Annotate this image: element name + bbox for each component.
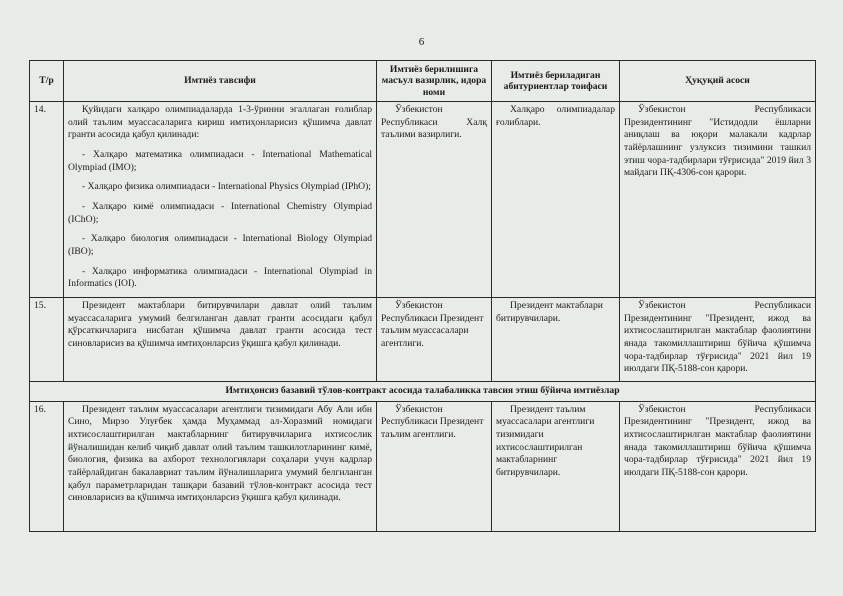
- header-ministry: Имтиёз берилишига масъул вазирлик, идора номи: [377, 61, 492, 102]
- row-category: Президент мактаблари битирувчилари.: [492, 298, 620, 382]
- row-legal: Ўзбекистон Республикаси Президентининг "Президент, ижод ва ихтисослаштирилган мактаблар фаолиятини янада такомиллаштириш бўйича қўшимча чора-тадбирлар тўғрисида" 2021 йил 19 июлдаги ПҚ-5188-сон қарори.: [620, 298, 816, 382]
- list-item: - Халқаро биология олимпиадаси - International Biology Olympiad (IBO);: [68, 233, 372, 257]
- row-ministry: Ўзбекистон Республикаси Президент таълим муассасалари агентлиги.: [377, 298, 492, 382]
- row-desc: Президент мактаблари битирувчилари давлат олий таълим муассасаларига умумий белгиланган давлат гранти асосидаги қабул қўрсаткичларига нисбатан қўшимча давлат гранти асосида тест синовларисиз ва қўшимча имтиҳонларсиз ўқишга қабул қилинади.: [64, 298, 377, 382]
- row-legal: Ўзбекистон Республикаси Президентининг "Президент, ижод ва ихтисослаштирилган мактаблар фаолиятини янада такомиллаштириш бўйича қўшимча чора-тадбирлар тўғрисида" 2021 йил 19 июлдаги ПҚ-5188-сон қарори.: [620, 401, 816, 531]
- page-number: 6: [418, 36, 425, 48]
- row-num: 16.: [30, 401, 64, 531]
- list-item: - Халқаро математика олимпиадаси - International Mathematical Olympiad (IMO);: [68, 148, 372, 173]
- header-num: Т/р: [30, 61, 64, 102]
- row-desc: [64, 102, 377, 298]
- table-row: [30, 401, 816, 531]
- header-legal: Ҳуқуқий асоси: [620, 61, 816, 102]
- header-category: Имтиёз бериладиган абитуриентлар тоифаси: [492, 61, 620, 102]
- row-category: Президент таълим муассасалари агентлиги тизимидаги ихтисослаштирилган мактабларнинг битирувчилари.: [492, 401, 620, 531]
- row-num: 14.: [30, 102, 64, 298]
- desc-intro: Қуйидаги халқаро олимпиадаларда 1-3-ўринни эгаллаган ғолиблар олий таълим муассасаларига кириш имтиҳонларисиз қўшимча давлат гранти асосида қабул қилинади:: [68, 104, 372, 141]
- table-row: [30, 298, 816, 382]
- benefits-table: [29, 60, 816, 532]
- list-item: - Халқаро информатика олимпиадаси - International Olympiad in Informatics (IOI).: [68, 265, 372, 290]
- list-item: - Халқаро кимё олимпиадаси - International Chemistry Olympiad (IChO);: [68, 200, 372, 225]
- table-header-row: [30, 61, 816, 102]
- list-item: - Халқаро физика олимпиадаси - International Physics Olympiad (IPhO);: [82, 181, 371, 193]
- row-ministry: Ўзбекистон Республикаси Халқ таълими вазирлиги.: [377, 102, 492, 298]
- section-title: Имтиҳонсиз базавий тўлов-контракт асосида талабаликка тавсия этиш бўйича имтиёзлар: [30, 382, 816, 402]
- row-ministry: Ўзбекистон Республикаси Президент таълим агентлиги.: [377, 401, 492, 531]
- header-desc: Имтиёз тавсифи: [64, 61, 377, 102]
- row-legal: Ўзбекистон Республикаси Президентининг "Истидодли ёшларни аниқлаш ва юқори малакали кадрлар тайёрлашнинг узлуксиз тизимини ташкил этиш чора-тадбирлари тўғрисида" 2019 йил 3 майдаги ПҚ-4306-сон қарори.: [620, 102, 816, 298]
- section-title-row: [30, 382, 816, 402]
- row-desc: Президент таълим муассасалари агентлиги тизимидаги Абу Али ибн Сино, Мирзо Улуғбек ҳамда Муҳаммад ал-Хоразмий номидаги ихтисослаштирилган мактабларнинг битирувчиларига ихтисослик йўналишидан келиб чиқиб давлат олий таълим ташкилотларининг кимё, биология, физика ва ахборот технологиялари соҳалари учун кадрлар тайёрлайдиган бакалавриат таълим йўналишларига умумий белгиланган қабул параметрларидан ташқари базавий тўлов-контракт асосида тест синовларисиз ва қўшимча имтиҳонларсиз ўқишга қабул қилинади.: [64, 401, 377, 531]
- table-row: [30, 102, 816, 298]
- row-num: 15.: [30, 298, 64, 382]
- row-category: Халқаро олимпиадалар ғолиблари.: [492, 102, 620, 298]
